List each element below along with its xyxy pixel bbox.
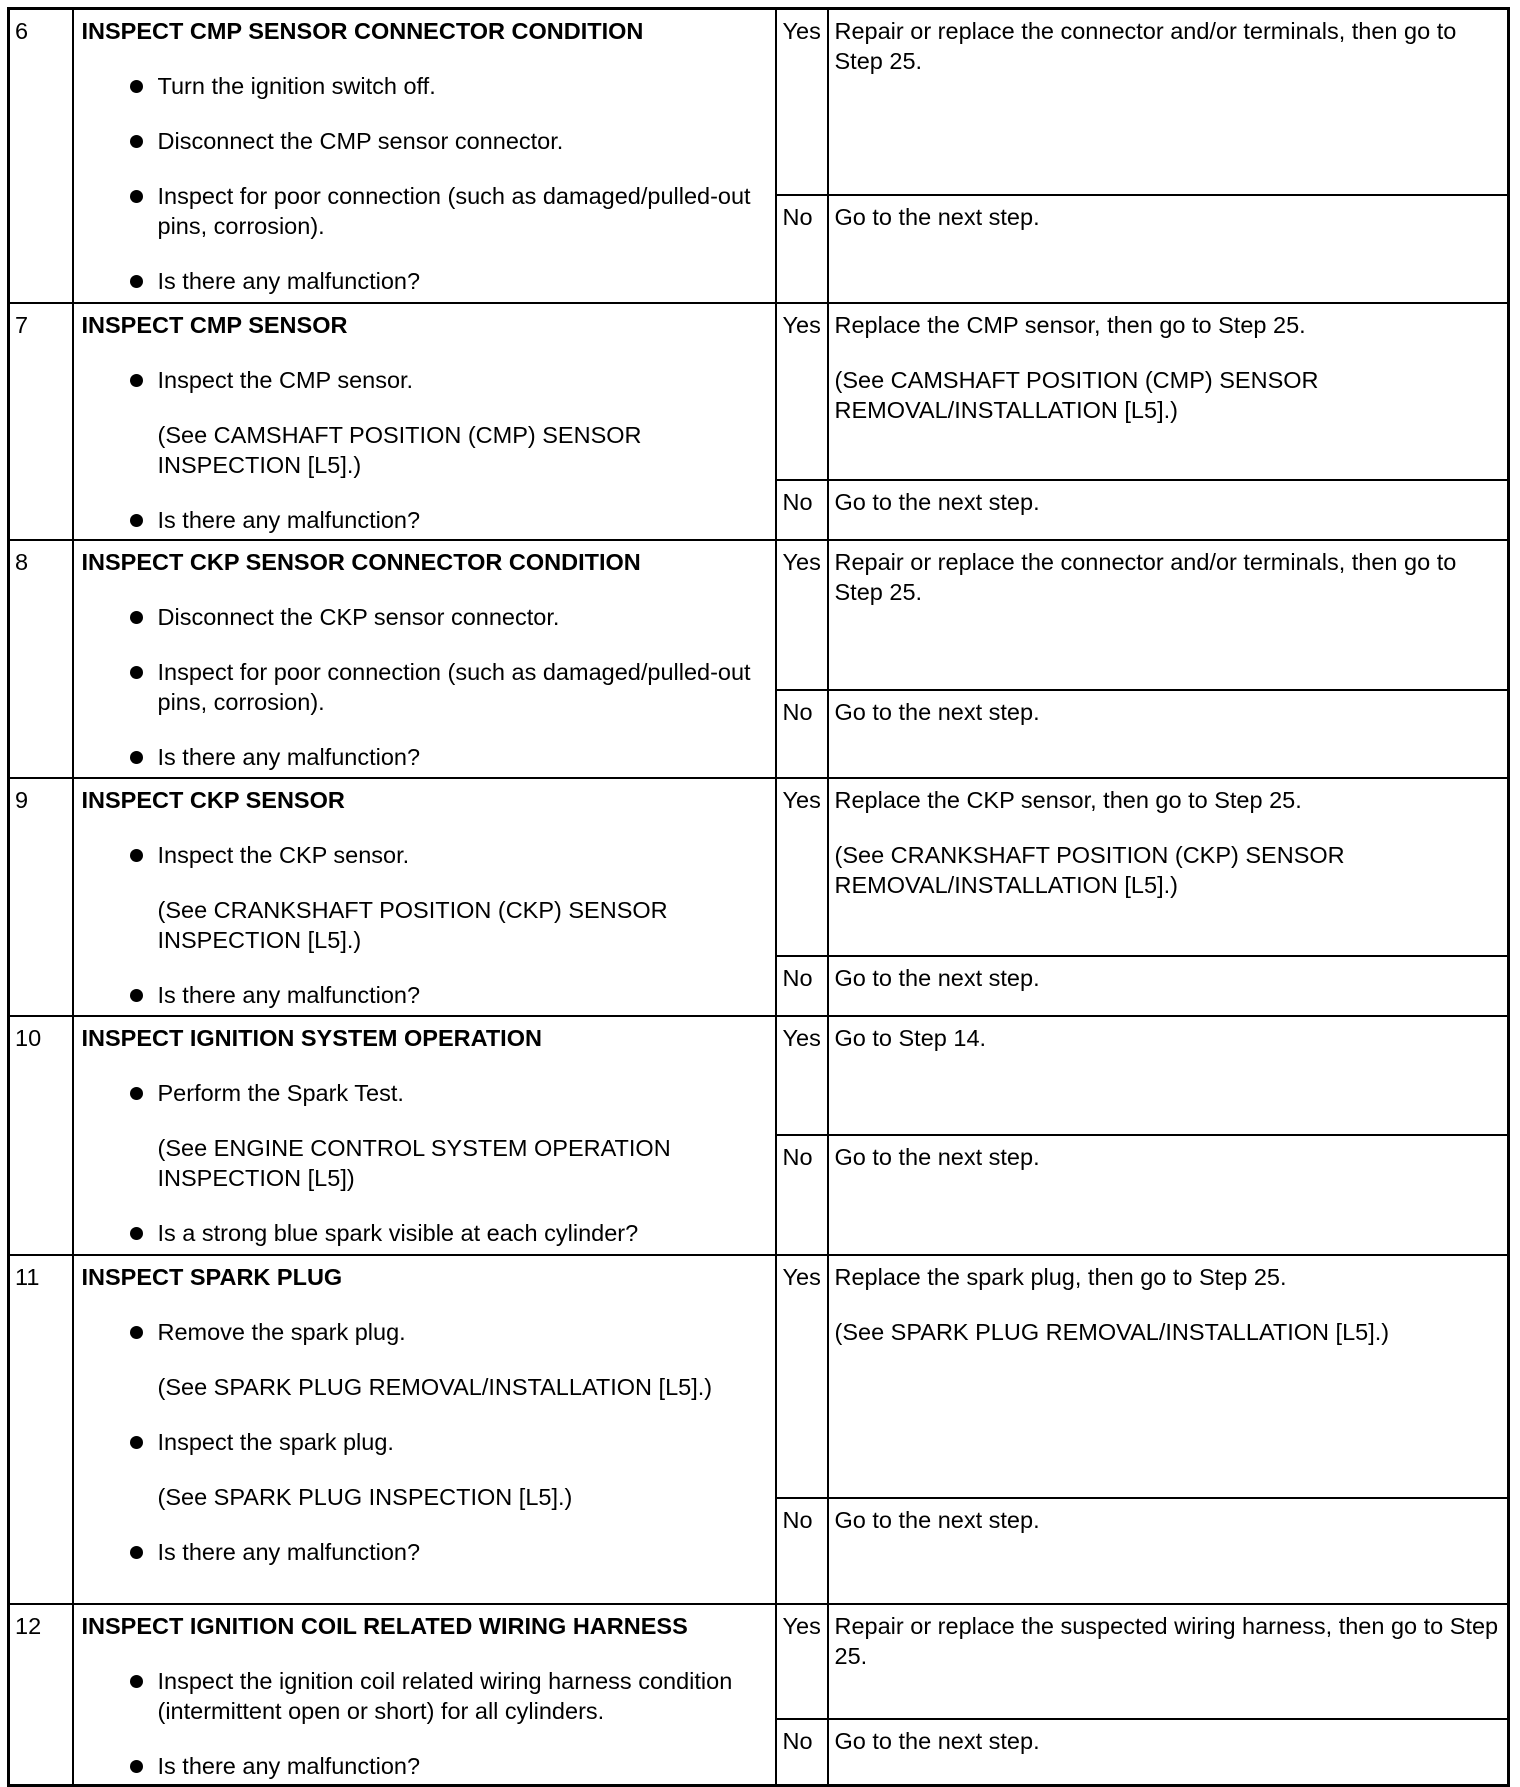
step-title: INSPECT CKP SENSOR — [81, 786, 345, 813]
result-text: Go to the next step. — [834, 964, 1040, 991]
bullet-icon — [130, 80, 143, 93]
yes-label: Yes — [776, 1016, 828, 1135]
yes-label: Yes — [776, 1604, 828, 1719]
result-text: Go to the next step. — [834, 1143, 1040, 1170]
step-action-cell — [73, 540, 776, 778]
bullet-icon — [130, 1760, 143, 1773]
no-result — [828, 1498, 1509, 1604]
action-text: Is there any malfunction? — [157, 1538, 421, 1565]
step-action-cell — [73, 1255, 776, 1604]
bullet-icon — [130, 275, 143, 288]
action-list — [82, 365, 769, 395]
step-row-7-yes — [9, 303, 1509, 480]
result-text: Go to the next step. — [834, 698, 1040, 725]
action-list — [82, 1666, 769, 1781]
action-bullet — [82, 71, 769, 101]
action-text: Remove the spark plug. — [157, 1318, 406, 1345]
action-list — [82, 1218, 769, 1248]
no-label: No — [776, 1719, 828, 1786]
no-result — [828, 690, 1509, 778]
no-result — [828, 956, 1509, 1016]
action-text: Disconnect the CKP sensor connector. — [157, 603, 560, 630]
no-label: No — [776, 1498, 828, 1604]
action-text: Is there any malfunction? — [157, 268, 421, 294]
bullet-icon — [130, 135, 143, 148]
step-number: 6 — [9, 9, 73, 303]
action-text: Is there any malfunction? — [157, 981, 421, 1008]
step-number: 8 — [9, 540, 73, 778]
action-bullet — [82, 980, 769, 1010]
step-row-12-yes — [9, 1604, 1509, 1719]
yes-label: Yes — [776, 9, 828, 195]
step-number: 9 — [9, 778, 73, 1016]
bullet-icon — [130, 989, 143, 1002]
action-bullet — [82, 181, 769, 241]
result-text: Go to the next step. — [834, 203, 1040, 230]
step-row-11-yes — [9, 1255, 1509, 1498]
step-number: 11 — [9, 1255, 73, 1604]
step-action-cell — [73, 1604, 776, 1786]
action-bullet — [82, 602, 769, 632]
bullet-icon — [130, 666, 143, 679]
action-reference: (See ENGINE CONTROL SYSTEM OPERATION INSPECTION [L5]) — [157, 1134, 671, 1191]
action-list — [82, 1317, 769, 1347]
bullet-icon — [130, 1436, 143, 1449]
step-action-cell — [73, 778, 776, 1016]
yes-result — [828, 1604, 1509, 1719]
action-bullet — [82, 1427, 769, 1457]
step-title: INSPECT CMP SENSOR CONNECTOR CONDITION — [81, 18, 644, 44]
bullet-icon — [130, 374, 143, 387]
action-bullet — [82, 266, 769, 296]
action-bullet — [82, 1218, 769, 1248]
result-text: Go to the next step. — [834, 1727, 1040, 1754]
action-bullet — [82, 840, 769, 870]
action-text: Inspect for poor connection (such as damaged/pulled-out pins, corrosion). — [157, 658, 751, 715]
yes-result — [828, 778, 1509, 956]
result-text: Replace the CMP sensor, then go to Step 25. — [834, 311, 1306, 338]
step-title: INSPECT SPARK PLUG — [81, 1263, 343, 1290]
result-text: Replace the spark plug, then go to Step 25. — [834, 1263, 1287, 1290]
action-text: Disconnect the CMP sensor connector. — [157, 128, 564, 154]
result-reference: (See SPARK PLUG REMOVAL/INSTALLATION [L5].) — [834, 1318, 1390, 1345]
action-bullet — [82, 742, 769, 772]
result-text: Repair or replace the suspected wiring harness, then go to Step 25. — [834, 1612, 1499, 1669]
no-result — [828, 1135, 1509, 1255]
step-number: 12 — [9, 1604, 73, 1786]
yes-label: Yes — [776, 303, 828, 480]
action-text: Is there any malfunction? — [157, 1752, 421, 1779]
yes-result — [828, 540, 1509, 690]
step-row-10-yes — [9, 1016, 1509, 1135]
result-text: Go to Step 14. — [834, 1024, 987, 1051]
yes-label: Yes — [776, 778, 828, 956]
bullet-icon — [130, 849, 143, 862]
step-action-cell — [73, 9, 776, 303]
yes-result — [828, 1255, 1509, 1498]
action-bullet — [82, 1537, 769, 1567]
bullet-icon — [130, 1087, 143, 1100]
action-reference: (See CRANKSHAFT POSITION (CKP) SENSOR INSPECTION [L5].) — [157, 896, 668, 953]
step-row-8-yes — [9, 540, 1509, 690]
result-text: Repair or replace the connector and/or terminals, then go to Step 25. — [834, 18, 1457, 74]
action-list — [82, 602, 769, 772]
yes-label: Yes — [776, 1255, 828, 1498]
result-text: Go to the next step. — [834, 1506, 1040, 1533]
action-bullet — [82, 365, 769, 395]
no-result — [828, 480, 1509, 540]
action-text: Inspect the spark plug. — [157, 1428, 394, 1455]
bullet-icon — [130, 1675, 143, 1688]
action-bullet — [82, 126, 769, 156]
bullet-icon — [130, 751, 143, 764]
action-list — [82, 980, 769, 1010]
action-bullet — [82, 1751, 769, 1781]
action-reference: (See SPARK PLUG REMOVAL/INSTALLATION [L5].) — [157, 1373, 713, 1400]
step-action-cell — [73, 303, 776, 540]
no-label: No — [776, 690, 828, 778]
action-text: Inspect the ignition coil related wiring harness condition (intermittent open or short) for all cylinders. — [157, 1667, 733, 1724]
no-label: No — [776, 1135, 828, 1255]
action-text: Is there any malfunction? — [157, 743, 421, 770]
action-list — [82, 1427, 769, 1457]
action-text: Is there any malfunction? — [157, 506, 421, 533]
step-number: 7 — [9, 303, 73, 540]
action-list — [82, 840, 769, 870]
action-reference: (See SPARK PLUG INSPECTION [L5].) — [157, 1483, 573, 1510]
action-list — [82, 1537, 769, 1567]
action-list — [82, 71, 769, 296]
bullet-icon — [130, 514, 143, 527]
step-title: INSPECT IGNITION COIL RELATED WIRING HARNESS — [81, 1612, 688, 1639]
bullet-icon — [130, 1326, 143, 1339]
action-bullet — [82, 1078, 769, 1108]
result-text: Go to the next step. — [834, 488, 1040, 515]
no-result — [828, 195, 1509, 303]
yes-label: Yes — [776, 540, 828, 690]
bullet-icon — [130, 1546, 143, 1559]
bullet-icon — [130, 611, 143, 624]
result-text: Repair or replace the connector and/or terminals, then go to Step 25. — [834, 548, 1457, 605]
action-text: Inspect for poor connection (such as damaged/pulled-out pins, corrosion). — [157, 183, 751, 239]
result-reference: (See CRANKSHAFT POSITION (CKP) SENSOR REMOVAL/INSTALLATION [L5].) — [834, 841, 1345, 898]
yes-result — [828, 9, 1509, 195]
action-bullet — [82, 1666, 769, 1726]
step-number: 10 — [9, 1016, 73, 1255]
action-reference: (See CAMSHAFT POSITION (CMP) SENSOR INSPECTION [L5].) — [157, 421, 642, 478]
yes-result — [828, 1016, 1509, 1135]
no-label: No — [776, 480, 828, 540]
action-list — [82, 505, 769, 535]
diagnostic-steps-table — [7, 7, 1510, 1787]
action-text: Is a strong blue spark visible at each cylinder? — [157, 1219, 639, 1246]
steps-table-body — [9, 9, 1509, 1786]
action-bullet — [82, 505, 769, 535]
action-text: Inspect the CKP sensor. — [157, 841, 410, 868]
result-text: Replace the CKP sensor, then go to Step 25. — [834, 786, 1302, 813]
no-label: No — [776, 195, 828, 303]
action-text: Perform the Spark Test. — [157, 1079, 404, 1106]
action-text: Inspect the CMP sensor. — [157, 366, 414, 393]
step-action-cell — [73, 1016, 776, 1255]
result-reference: (See CAMSHAFT POSITION (CMP) SENSOR REMOVAL/INSTALLATION [L5].) — [834, 366, 1319, 423]
action-bullet — [82, 1317, 769, 1347]
yes-result — [828, 303, 1509, 480]
step-row-6-yes — [9, 9, 1509, 195]
step-title: INSPECT IGNITION SYSTEM OPERATION — [81, 1024, 542, 1051]
step-title: INSPECT CMP SENSOR — [81, 311, 348, 338]
no-result — [828, 1719, 1509, 1786]
step-title: INSPECT CKP SENSOR CONNECTOR CONDITION — [81, 548, 641, 575]
diagnostic-procedure-sheet — [7, 7, 1510, 1779]
bullet-icon — [130, 190, 143, 203]
step-row-9-yes — [9, 778, 1509, 956]
action-text: Turn the ignition switch off. — [157, 73, 436, 99]
no-label: No — [776, 956, 828, 1016]
action-list — [82, 1078, 769, 1108]
action-bullet — [82, 657, 769, 717]
bullet-icon — [130, 1227, 143, 1240]
